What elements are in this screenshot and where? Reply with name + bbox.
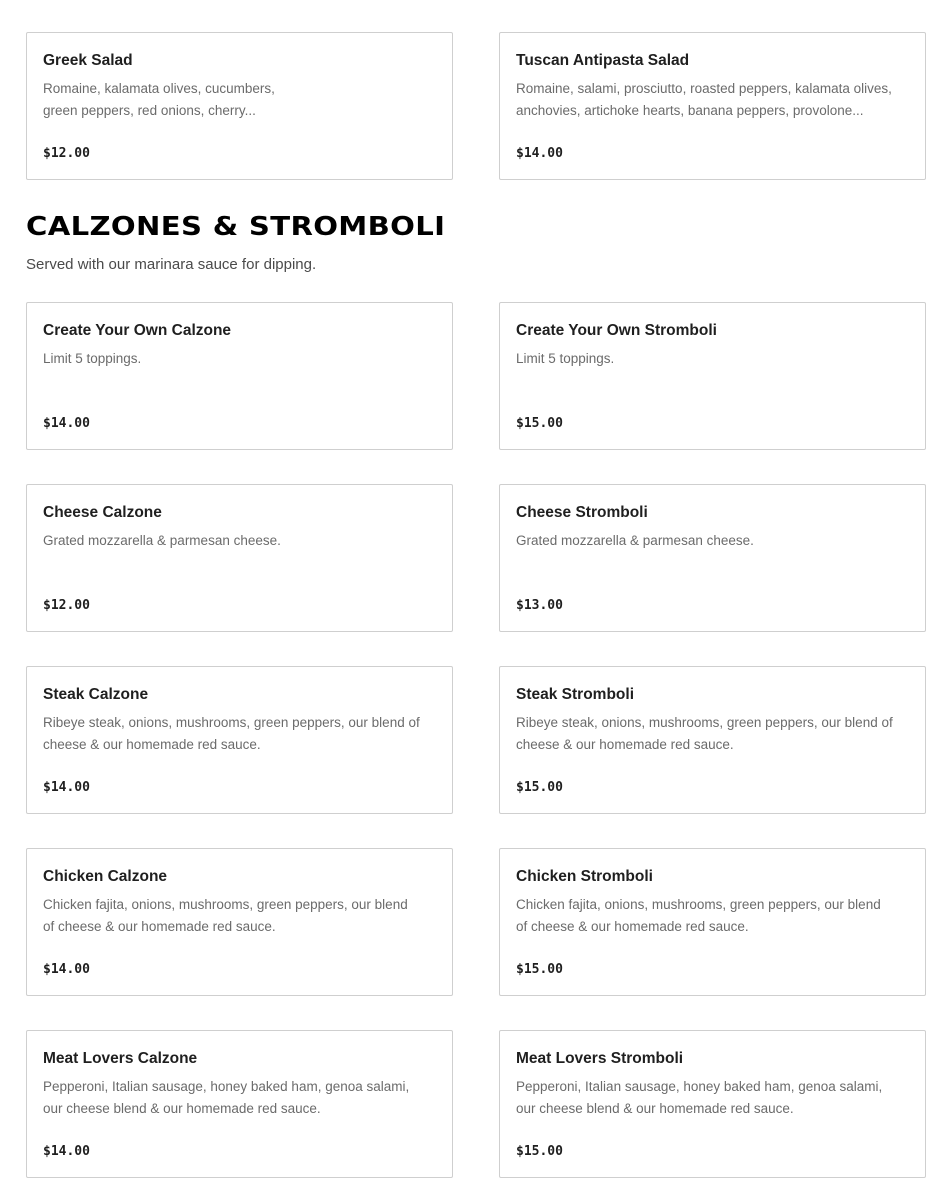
menu-item-description: Grated mozzarella & parmesan cheese. [516, 533, 754, 548]
menu-item-price: $13.00 [516, 598, 563, 613]
menu-item-name: Create Your Own Calzone [43, 322, 232, 339]
menu-item-price: $12.00 [43, 598, 90, 613]
menu-item-card[interactable] [499, 666, 926, 814]
section-title: CALZONES & STROMBOLI [26, 212, 446, 242]
menu-item-name: Cheese Calzone [43, 504, 162, 521]
menu-item-price: $14.00 [43, 962, 90, 977]
menu-item-card[interactable] [499, 848, 926, 996]
menu-item-description: Grated mozzarella & parmesan cheese. [43, 533, 281, 548]
menu-item-description: Limit 5 toppings. [43, 351, 142, 366]
menu-item-card[interactable] [499, 484, 926, 632]
menu-item-price: $14.00 [43, 1144, 90, 1159]
menu-item-name: Cheese Stromboli [516, 504, 648, 521]
menu-item-price: $14.00 [516, 146, 563, 161]
menu-item-description: Romaine, salami, prosciutto, roasted peppers, kalamata olives, anchovies, artichoke hearts, banana peppers, provolone... [516, 81, 892, 118]
menu-item-card[interactable] [26, 1030, 453, 1178]
menu-item-card[interactable] [26, 666, 453, 814]
menu-item-name: Steak Calzone [43, 686, 149, 703]
menu-item-card[interactable] [499, 32, 926, 180]
menu-item-description: Chicken fajita, onions, mushrooms, green peppers, our blend of cheese & our homemade red sauce. [516, 897, 881, 934]
menu-item-price: $15.00 [516, 780, 563, 795]
menu-item-name: Meat Lovers Stromboli [516, 1050, 684, 1067]
menu-item-price: $15.00 [516, 1144, 563, 1159]
menu-item-description: Romaine, kalamata olives, cucumbers, green peppers, red onions, cherry... [43, 81, 275, 118]
menu-item-description: Ribeye steak, onions, mushrooms, green peppers, our blend of cheese & our homemade red sauce. [516, 715, 893, 752]
menu-item-card[interactable] [26, 484, 453, 632]
menu-item-name: Chicken Calzone [43, 868, 168, 885]
menu-item-card[interactable] [499, 302, 926, 450]
menu-item-name: Meat Lovers Calzone [43, 1050, 198, 1067]
menu-item-card[interactable] [26, 32, 453, 180]
menu-item-price: $12.00 [43, 146, 90, 161]
menu-item-card[interactable] [499, 1030, 926, 1178]
menu-item-name: Chicken Stromboli [516, 868, 653, 885]
menu-item-price: $15.00 [516, 416, 563, 431]
menu-item-card[interactable] [26, 302, 453, 450]
section-subtitle: Served with our marinara sauce for dipping. [26, 256, 317, 273]
menu-item-description: Pepperoni, Italian sausage, honey baked ham, genoa salami, our cheese blend & our homemade red sauce. [43, 1079, 410, 1116]
menu-item-description: Limit 5 toppings. [516, 351, 615, 366]
menu-item-name: Tuscan Antipasta Salad [516, 52, 690, 69]
menu-item-description: Ribeye steak, onions, mushrooms, green peppers, our blend of cheese & our homemade red sauce. [43, 715, 420, 752]
menu-item-price: $14.00 [43, 416, 90, 431]
menu-item-description: Pepperoni, Italian sausage, honey baked ham, genoa salami, our cheese blend & our homemade red sauce. [516, 1079, 883, 1116]
menu-item-price: $14.00 [43, 780, 90, 795]
menu-item-description: Chicken fajita, onions, mushrooms, green peppers, our blend of cheese & our homemade red sauce. [43, 897, 408, 934]
menu-item-price: $15.00 [516, 962, 563, 977]
menu-item-name: Create Your Own Stromboli [516, 322, 717, 339]
menu-item-card[interactable] [26, 848, 453, 996]
menu-item-name: Greek Salad [43, 52, 133, 69]
menu-item-name: Steak Stromboli [516, 686, 634, 703]
